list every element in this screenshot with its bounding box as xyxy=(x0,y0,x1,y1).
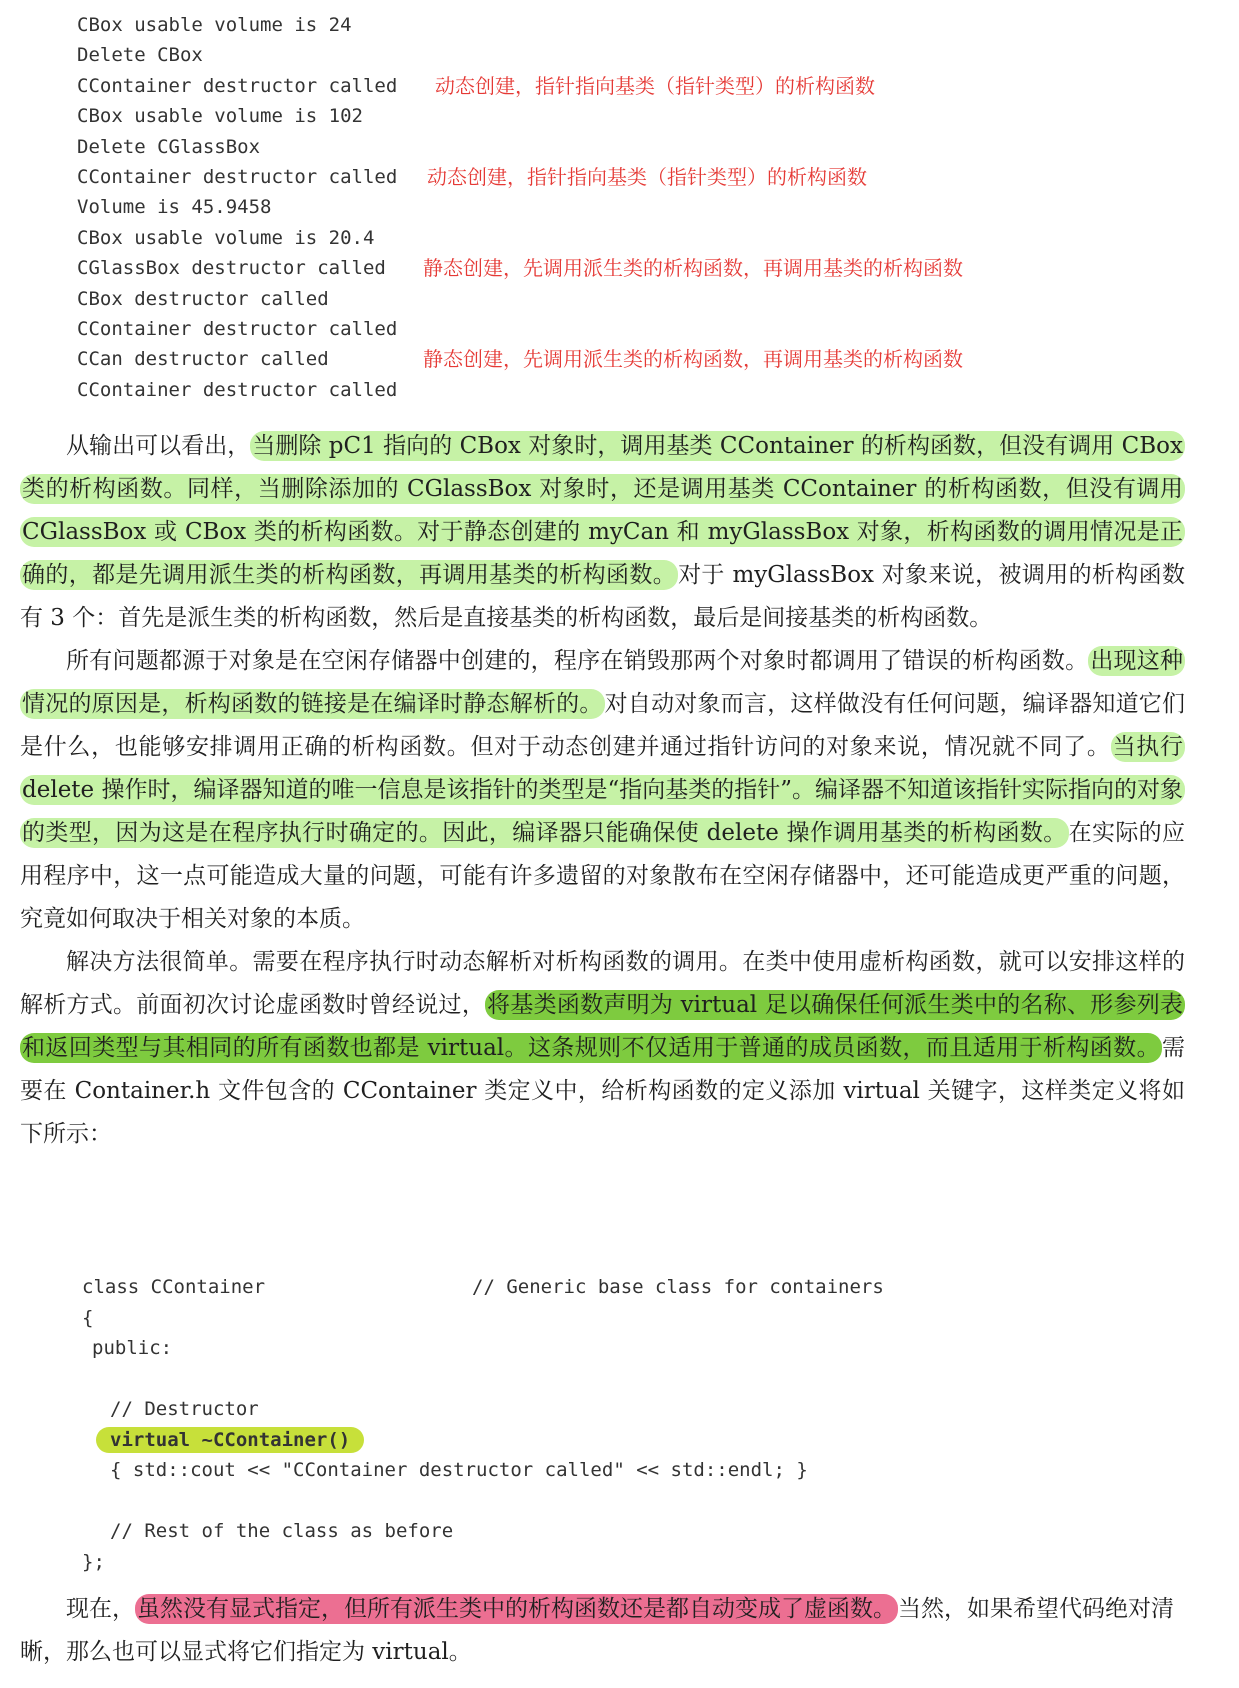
body-text-bottom xyxy=(20,1588,1185,1674)
code-line: // Destructor xyxy=(110,1398,259,1420)
paragraph-1: 从输出可以看出，当删除 pC1 指向的 CBox 对象时，调用基类 CContainer 的析构函数，但没有调用 CBox 类的析构函数。同样，当删除添加的 CGlassBox 对象时，还是调用基类 CContainer 的析构函数，但没有调用 CGlassBox 或 CBox 类的析构函数。对于静态创建的 myCan 和 myGlassBox 对象，析构函数的调用情况是正确的，都是先调用派生类的析构函数，再调用基类的析构函数。对于 myGlassBox 对象来说，被调用的析构函数有 3 个：首先是派生类的析构函数，然后是直接基类的析构函数，最后是间接基类的析构函数。 xyxy=(20,433,1186,631)
program-output xyxy=(77,10,1217,405)
highlight: 出现这种情况的原因是，析构函数的链接是在编译时静态解析的。 xyxy=(22,648,1184,717)
annotation-note: 动态创建，指针指向基类（指针类型）的析构函数 xyxy=(435,73,875,98)
annotation-note: 静态创建，先调用派生类的析构函数，再调用基类的析构函数 xyxy=(423,256,963,281)
paragraph-2: 所有问题都源于对象是在空闲存储器中创建的，程序在销毁那两个对象时都调用了错误的析构函数。出现这种情况的原因是，析构函数的链接是在编译时静态解析的。对自动对象而言，这样做没有任何问题，编译器知道它们是什么，也能够安排调用正确的析构函数。但对于动态创建并通过指针访问的对象来说，情况就不同了。当执行 delete 操作时，编译器知道的唯一信息是该指针的类型是“指向基类的指针”。编译器不知道该指针实际指向的对象的类型，因为这是在程序执行时确定的。因此，编译器只能确保使 delete 操作调用基类的析构函数。在实际的应用程序中，这一点可能造成大量的问题，可能有许多遗留的对象散布在空闲存储器中，还可能造成更严重的问题，究竟如何取决于相关对象的本质。 xyxy=(20,648,1186,932)
paragraph-4: 现在，虽然没有显式指定，但所有派生类中的析构函数还是都自动变成了虚函数。当然，如果希望代码绝对清晰，那么也可以显式将它们指定为 virtual。 xyxy=(20,1596,1174,1665)
output-line: Delete CGlassBox xyxy=(77,135,261,158)
output-line: CCan destructor called 静态创建，先调用派生类的析构函数，再调用基类的析构函数 xyxy=(77,344,1217,374)
code-comment: // Generic base class for containers xyxy=(472,1276,884,1298)
code-line: // Rest of the class as before xyxy=(110,1520,454,1542)
output-line: CBox usable volume is 20.4 xyxy=(77,226,375,249)
paragraph-3: 解决方法很简单。需要在程序执行时动态解析对析构函数的调用。在类中使用虚析构函数，就可以安排这样的解析方式。前面初次讨论虚函数时曾经说过，将基类函数声明为 virtual 足以确保任何派生类中的名称、形参列表和返回类型与其相同的所有函数也都是 virtual。这条规则不仅适用于普通的成员函数，而且适用于析构函数。需要在 Container.h 文件包含的 CContainer 类定义中，给析构函数的定义添加 virtual 关键字，这样类定义将如下所示： xyxy=(20,949,1185,1147)
code-line: { xyxy=(82,1306,94,1329)
highlight: 将基类函数声明为 virtual 足以确保任何派生类中的名称、形参列表和返回类型与其相同的所有函数也都是 virtual。这条规则不仅适用于普通的成员函数，而且适用于析构函数。 xyxy=(22,992,1184,1061)
output-line: CBox usable volume is 24 xyxy=(77,14,352,36)
output-line: CContainer destructor called xyxy=(77,378,398,401)
highlight: 虽然没有显式指定，但所有派生类中的析构函数还是都自动变成了虚函数。 xyxy=(137,1596,896,1622)
highlight: 当执行 delete 操作时，编译器知道的唯一信息是该指针的类型是“指向基类的指针”。编译器不知道该指针实际指向的对象的类型，因为这是在程序执行时确定的。因此，编译器只能确保使 delete 操作调用基类的析构函数。 xyxy=(22,734,1184,846)
code-line xyxy=(82,1486,1182,1517)
output-line: CContainer destructor called 动态创建，指针指向基类（指针类型）的析构函数 xyxy=(77,71,1217,101)
highlight: 当删除 pC1 指向的 CBox 对象时，调用基类 CContainer 的析构函数，但没有调用 CBox 类的析构函数。同样，当删除添加的 CGlassBox 对象时，还是调用基类 CContainer 的析构函数，但没有调用 CGlassBox 或 CBox 类的析构函数。对于静态创建的 myCan 和 myGlassBox 对象，析构函数的调用情况是正确的，都是先调用派生类的析构函数，再调用基类的析构函数。 xyxy=(22,433,1183,588)
code-line: public: xyxy=(92,1337,173,1359)
code-line: { std::cout << "CContainer destructor called" << std::endl; } xyxy=(110,1459,808,1481)
body-text xyxy=(20,425,1185,1156)
output-line: CContainer destructor called xyxy=(77,317,398,340)
output-line: CContainer destructor called 动态创建，指针指向基类（指针类型）的析构函数 xyxy=(77,162,1217,192)
output-line: CGlassBox destructor called 静态创建，先调用派生类的析构函数，再调用基类的析构函数 xyxy=(77,253,1217,283)
code-line xyxy=(82,1364,1182,1395)
highlight: virtual ~CContainer() xyxy=(96,1427,364,1453)
code-line xyxy=(82,1425,1182,1456)
output-line: CBox usable volume is 102 xyxy=(77,105,363,128)
output-line: Volume is 45.9458 xyxy=(77,196,272,219)
annotation-note: 动态创建，指针指向基类（指针类型）的析构函数 xyxy=(427,164,867,189)
output-line: Delete CBox xyxy=(77,44,203,67)
code-line: class CContainer // Generic base class for containers xyxy=(82,1272,1182,1303)
code-block xyxy=(82,1272,1182,1577)
annotation-note: 静态创建，先调用派生类的析构函数，再调用基类的析构函数 xyxy=(423,347,963,372)
output-line: CBox destructor called xyxy=(77,287,329,310)
code-line: }; xyxy=(82,1550,105,1573)
